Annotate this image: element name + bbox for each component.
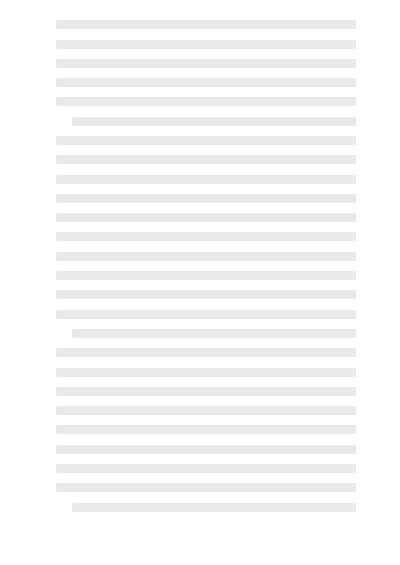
text-line	[56, 75, 356, 89]
text-line	[56, 442, 356, 456]
text-line	[56, 307, 356, 321]
text-line	[56, 287, 356, 301]
text-line	[56, 56, 356, 70]
text-line	[56, 17, 356, 31]
text-line	[56, 152, 356, 166]
text-line	[56, 461, 356, 475]
text-line	[56, 480, 356, 494]
text-line	[56, 249, 356, 263]
text-line	[72, 500, 356, 514]
text-line	[72, 326, 356, 340]
text-line	[72, 114, 356, 128]
text-line	[56, 94, 356, 108]
text-line	[56, 133, 356, 147]
text-line	[56, 422, 356, 436]
text-line	[56, 210, 356, 224]
text-line	[56, 229, 356, 243]
text-line	[56, 268, 356, 282]
text-line	[56, 384, 356, 398]
text-line	[56, 345, 356, 359]
text-line	[56, 191, 356, 205]
text-line	[56, 172, 356, 186]
text-line	[56, 365, 356, 379]
text-line	[56, 37, 356, 51]
text-line	[56, 403, 356, 417]
